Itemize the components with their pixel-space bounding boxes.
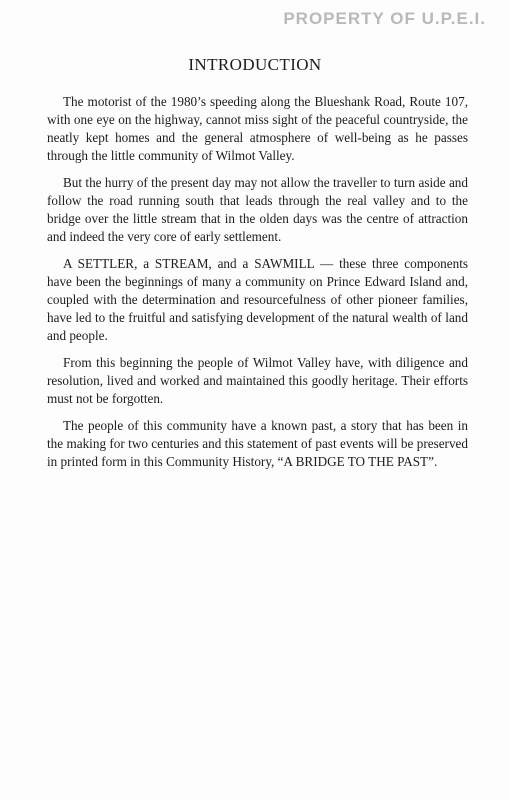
library-stamp: PROPERTY OF U.P.E.I.: [283, 9, 486, 28]
paragraph-4: From this beginning the people of Wilmot Valley have, with diligence and resolution, lived and worked and maintained this goodly heritage. Their efforts must not be forgotten.: [47, 355, 468, 406]
page-title: INTRODUCTION: [188, 55, 322, 74]
paragraph-5: The people of this community have a known past, a story that has been in the making for two centuries and this statement of past events will be preserved in printed form in this Community History, “A BRIDGE TO THE PAST”.: [47, 418, 468, 469]
paragraph-3: A SETTLER, a STREAM, and a SAWMILL — these three components have been the beginnings of many a community on Prince Edward Island and, coupled with the determination and resourcefulness of other pioneer families, have led to the fruitful and satisfying development of the natural wealth of land and people.: [47, 256, 468, 343]
paragraph-2: But the hurry of the present day may not allow the traveller to turn aside and follow the road running south that leads through the real valley and to the bridge over the little stream that in the olden days was the centre of attraction and indeed the very core of early settlement.: [47, 175, 468, 244]
body-text: [47, 93, 468, 480]
paragraph-1: The motorist of the 1980’s speeding along the Blueshank Road, Route 107, with one eye on the highway, cannot miss sight of the peaceful countryside, the neatly kept homes and the general atmosphere of well-being as he passes through the little community of Wilmot Valley.: [47, 94, 468, 163]
